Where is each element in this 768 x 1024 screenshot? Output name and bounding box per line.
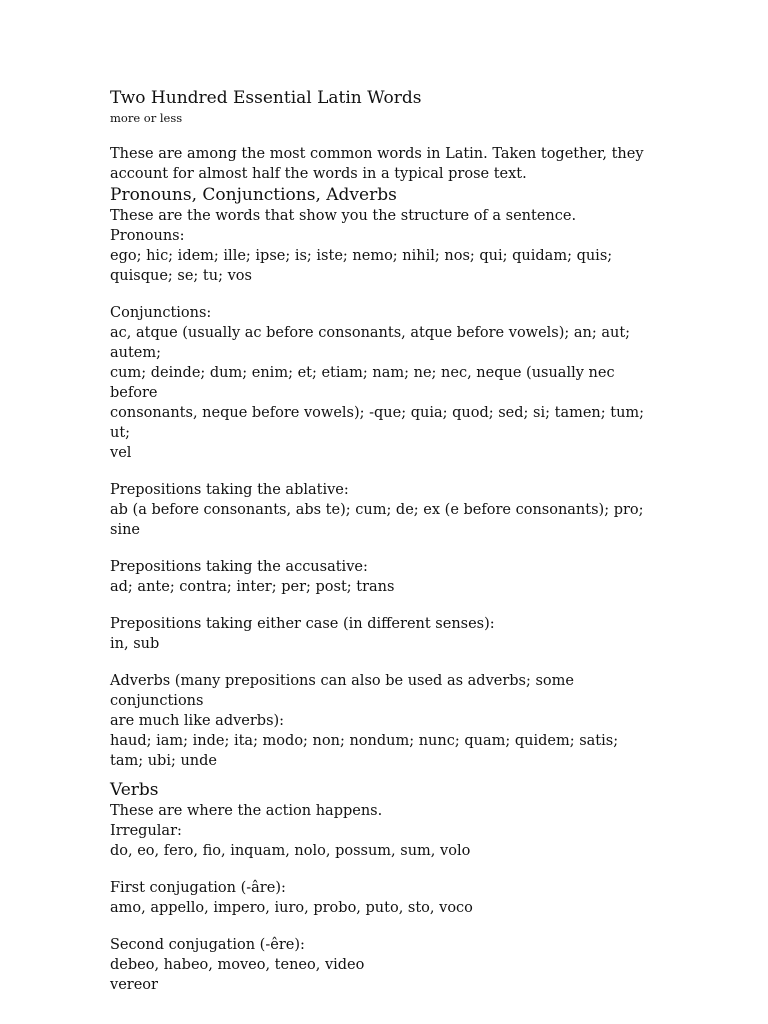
conjunctions-line: consonants, neque before vowels); -que; quia; quod; sed; si; tamen; tum; ut; (110, 405, 645, 441)
adverbs-block (110, 671, 658, 771)
conjunctions-line: ac, atque (usually ac before consonants, atque before vowels); an; aut; autem; (110, 325, 631, 361)
adverbs-label: Adverbs (many prepositions can also be used as adverbs; some conjunctions (110, 673, 574, 709)
irregular-label: Irregular: (110, 823, 182, 839)
second-conjugation-block (110, 935, 658, 995)
prepositions-ablative-line: ab (a before consonants, abs te); cum; de; ex (e before consonants); pro; sine (110, 502, 644, 538)
first-conjugation-label: First conjugation (-âre): (110, 880, 286, 896)
pronouns-line: quisque; se; tu; vos (110, 268, 252, 284)
conjunctions-line: vel (110, 445, 132, 461)
section-description: These are the words that show you the structure of a sentence. (110, 208, 577, 224)
pronouns-block (110, 226, 658, 286)
adverbs-label: are much like adverbs): (110, 713, 285, 729)
first-conjugation-line: amo, appello, impero, iuro, probo, puto, sto, voco (110, 900, 473, 916)
adverbs-line: haud; iam; inde; ita; modo; non; nondum; nunc; quam; quidem; satis; (110, 733, 619, 749)
conjunctions-line: cum; deinde; dum; enim; et; etiam; nam; ne; nec, neque (usually nec before (110, 365, 615, 401)
first-conjugation-block (110, 878, 658, 918)
intro-line: account for almost half the words in a typical prose text. (110, 166, 527, 182)
document-body (110, 86, 658, 1012)
second-conjugation-line: debeo, habeo, moveo, teneo, video (110, 957, 365, 973)
prepositions-accusative-label: Prepositions taking the accusative: (110, 559, 368, 575)
second-conjugation-label: Second conjugation (-êre): (110, 937, 305, 953)
section-heading-verbs: Verbs (110, 780, 159, 800)
conjunctions-label: Conjunctions: (110, 305, 212, 321)
prepositions-accusative-line: ad; ante; contra; inter; per; post; trans (110, 579, 395, 595)
document-title: Two Hundred Essential Latin Words (110, 88, 422, 108)
irregular-line: do, eo, fero, fio, inquam, nolo, possum, sum, volo (110, 843, 471, 859)
conjunctions-block (110, 303, 658, 463)
second-conjugation-line: vereor (110, 977, 158, 993)
prepositions-ablative-block (110, 480, 658, 540)
intro-line: These are among the most common words in Latin. Taken together, they (110, 146, 644, 162)
prepositions-either-block (110, 614, 658, 654)
intro-paragraph (110, 144, 658, 184)
prepositions-either-line: in, sub (110, 636, 160, 652)
adverbs-line: tam; ubi; unde (110, 753, 218, 769)
prepositions-ablative-label: Prepositions taking the ablative: (110, 482, 349, 498)
pronouns-line: ego; hic; idem; ille; ipse; is; iste; nemo; nihil; nos; qui; quidam; quis; (110, 248, 613, 264)
document-subtitle: more or less (110, 111, 183, 125)
prepositions-accusative-block (110, 557, 658, 597)
section-description: These are where the action happens. (110, 803, 383, 819)
pronouns-label: Pronouns: (110, 228, 185, 244)
irregular-verbs-block (110, 821, 658, 861)
prepositions-either-label: Prepositions taking either case (in different senses): (110, 616, 495, 632)
section-heading-pronouns-conjunctions-adverbs: Pronouns, Conjunctions, Adverbs (110, 185, 397, 205)
